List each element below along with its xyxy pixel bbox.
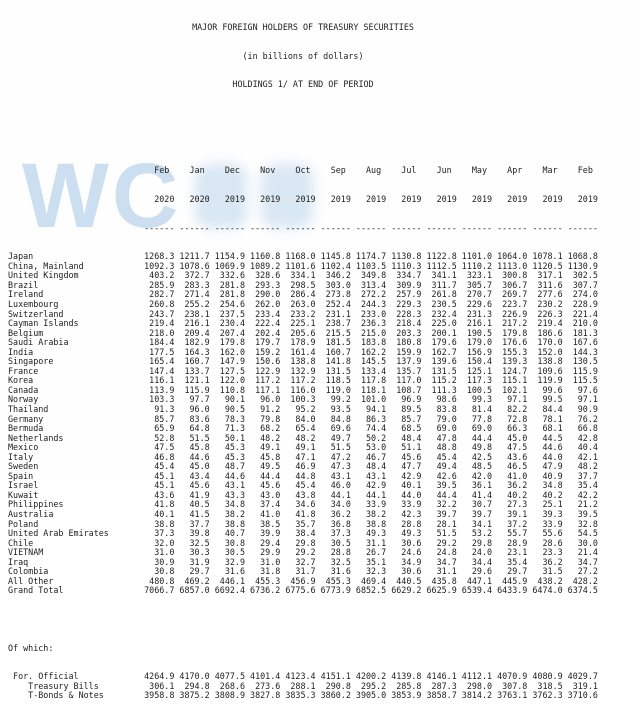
table-row: Australia 40.1 41.5 38.2 41.0 41.8 36.2 38.2 42.3 39.7 39.7 39.1 39.3 39.5: [8, 508, 598, 519]
report-subtitle: (in billions of dollars): [242, 50, 364, 61]
column-year-headers: 2020 2020 2019 2019 2019 2019 2019 2019 2019 2019 2019 2019 2019: [8, 193, 598, 204]
table-row: Norway 103.3 97.7 90.1 96.0 100.3 99.2 101.0 96.9 98.6 99.3 97.1 99.5 97.1: [8, 394, 598, 405]
table-body: [8, 252, 598, 596]
table-row: VIETNAM 31.0 30.3 30.5 29.9 29.2 28.8 26.7 24.6 24.8 24.0 23.1 23.3 21.4: [8, 547, 598, 558]
header-divider: ------ ------ ------ ------ ------ ------ ------ ------ ------ ------ ------ ------ ------: [8, 222, 598, 233]
table-row: Singapore 165.4 160.7 147.9 150.6 138.8 141.8 145.5 137.9 139.6 150.4 139.3 138.8 130.5: [8, 356, 598, 367]
table-row: Iraq 30.9 31.9 32.9 31.0 32.7 32.5 35.1 34.9 34.7 34.4 35.4 36.2 34.7: [8, 556, 598, 567]
table-row: Saudi Arabia 184.4 182.9 179.8 179.7 178.9 181.5 183.8 180.8 179.6 179.0 176.6 170.0 167.6: [8, 337, 598, 348]
table-row: Brazil 285.9 283.3 281.8 293.3 298.5 303.0 313.4 309.9 311.7 305.7 306.7 311.6 307.7: [8, 279, 598, 290]
footer-row: T-Bonds & Notes 3958.8 3875.2 3808.9 3827.8 3835.3 3860.2 3905.0 3853.9 3858.7 3814.2 3763.1 3762.3 3710.6: [8, 690, 598, 701]
table-row: Chile 32.0 32.5 30.8 29.4 29.8 30.5 31.1 30.6 29.2 29.8 28.9 28.6 30.0: [8, 537, 598, 548]
of-which-label: Of which:: [8, 642, 54, 653]
footer-row: For. Official 4264.9 4170.0 4077.5 4101.4 4123.4 4151.1 4200.2 4139.8 4146.1 4112.1 4070.9 4080.9 4029.7: [8, 671, 598, 682]
table-row: Kuwait 43.6 41.9 43.3 43.0 43.8 44.1 44.1 44.0 44.4 41.4 40.2 40.2 42.2: [8, 489, 598, 500]
treasury-holders-table: [8, 4, 598, 720]
table-footer: [8, 672, 598, 701]
watermark-text: WC: [22, 145, 182, 247]
spacer-line: [8, 615, 598, 625]
report-period-note: HOLDINGS 1/ AT END OF PERIOD: [232, 79, 374, 90]
table-row: United Arab Emirates 37.3 39.8 40.7 39.9 38.4 37.3 49.3 49.3 51.5 53.2 55.7 55.6 54.5: [8, 528, 598, 539]
table-row: Thailand 91.3 96.0 90.5 91.2 95.2 93.5 94.1 89.5 83.8 81.4 82.2 84.4 90.9: [8, 403, 598, 414]
report-title: MAJOR FOREIGN HOLDERS OF TREASURY SECURITIES: [192, 22, 414, 33]
table-row: Grand Total 7066.7 6857.0 6692.4 6736.2 6775.6 6773.9 6852.5 6629.2 6625.9 6539.4 6433.9 6474.0 6374.5: [8, 585, 598, 596]
table-row: Canada 113.9 115.9 110.8 117.1 116.0 119.0 118.1 108.7 111.3 100.5 102.1 99.6 97.6: [8, 384, 598, 395]
table-row: Netherlands 52.8 51.5 50.1 48.2 48.2 49.7 50.2 48.4 47.8 44.4 45.0 44.5 42.8: [8, 432, 598, 443]
table-row: France 147.4 133.7 127.5 122.9 132.9 131.5 133.4 135.7 131.5 125.1 124.7 109.6 115.9: [8, 365, 598, 376]
footer-row: Treasury Bills 306.1 294.8 268.6 273.6 288.1 290.8 295.2 285.8 287.3 298.0 307.8 318.5 319.1: [8, 680, 598, 691]
table-row: United Kingdom 403.2 372.7 332.6 328.6 334.1 346.2 349.8 334.7 341.1 323.1 300.8 317.1 302.5: [8, 270, 598, 281]
table-row: All Other 480.8 469.2 446.1 455.3 456.9 455.3 469.4 440.5 435.8 447.1 445.9 438.2 428.2: [8, 575, 598, 586]
table-row: Colombia 30.8 29.7 31.6 31.8 31.7 31.6 32.3 30.6 31.1 29.6 29.7 31.5 27.2: [8, 566, 598, 577]
table-row: China, Mainland 1092.3 1078.6 1069.9 1089.2 1101.6 1102.4 1103.5 1110.3 1112.5 1110.2 1113.0 1120.5 1130.9: [8, 260, 598, 271]
table-row: India 177.5 164.3 162.0 159.2 161.4 160.7 162.2 159.9 162.7 156.9 155.3 152.0 144.3: [8, 346, 598, 357]
table-row: Israel 45.1 45.6 43.1 45.6 45.4 46.0 42.9 40.1 39.5 36.1 36.2 34.8 35.4: [8, 480, 598, 491]
table-row: Spain 45.1 43.4 44.6 44.4 44.8 43.1 43.1 42.9 42.6 42.0 41.0 40.9 37.7: [8, 470, 598, 481]
table-row: Bermuda 65.9 64.8 71.3 68.2 65.4 69.6 74.4 68.5 69.0 69.0 66.3 68.1 66.8: [8, 423, 598, 434]
table-row: Italy 46.8 44.6 45.3 45.8 47.1 47.2 46.7 45.6 45.4 42.5 43.6 44.0 42.1: [8, 451, 598, 462]
table-row: Luxembourg 260.8 255.2 254.6 262.0 263.0 252.4 244.3 229.3 230.5 229.6 223.7 230.2 228.9: [8, 298, 598, 309]
table-row: Germany 85.7 83.6 78.3 79.8 84.0 84.8 86.3 85.7 79.0 77.8 72.8 78.1 76.2: [8, 413, 598, 424]
spacer-line: [8, 138, 598, 148]
table-row: Sweden 45.4 45.0 48.7 49.5 46.9 47.3 48.4 47.7 49.4 48.5 46.5 47.9 48.2: [8, 461, 598, 472]
table-row: Korea 116.1 121.1 122.0 117.2 117.2 118.5 117.8 117.0 115.2 117.3 115.1 119.9 115.5: [8, 375, 598, 386]
table-row: Ireland 282.7 271.4 281.8 290.0 286.4 273.8 272.2 257.9 261.8 270.7 269.7 277.6 274.0: [8, 289, 598, 300]
table-row: Switzerland 243.7 238.1 237.5 233.4 233.2 231.1 233.0 228.3 232.4 231.3 226.9 226.3 221.4: [8, 308, 598, 319]
table-row: Philippines 41.8 40.5 34.8 37.4 34.6 34.0 33.9 33.9 32.2 30.7 27.3 25.1 21.2: [8, 499, 598, 510]
table-row: Belgium 218.0 209.4 207.4 202.4 205.6 215.5 215.0 203.3 200.1 190.5 179.8 186.6 181.3: [8, 327, 598, 338]
table-row: Japan 1268.3 1211.7 1154.9 1160.8 1168.0 1145.8 1174.7 1130.8 1122.8 1101.0 1064.0 1078.1 1068.8: [8, 251, 598, 262]
spacer-line: [8, 109, 598, 119]
table-row: Poland 38.8 37.7 38.8 38.5 35.7 36.8 38.8 28.8 28.1 34.1 37.2 33.9 32.8: [8, 518, 598, 529]
column-month-headers: Feb Jan Dec Nov Oct Sep Aug Jul Jun May Apr Mar Feb: [8, 165, 598, 176]
table-row: Mexico 47.5 45.8 45.3 49.1 49.1 51.5 53.0 51.1 48.8 49.8 47.5 44.6 40.4: [8, 442, 598, 453]
table-row: Cayman Islands 219.4 216.1 230.4 222.4 225.1 238.7 236.3 218.4 225.0 216.1 217.2 219.4 210.0: [8, 318, 598, 329]
